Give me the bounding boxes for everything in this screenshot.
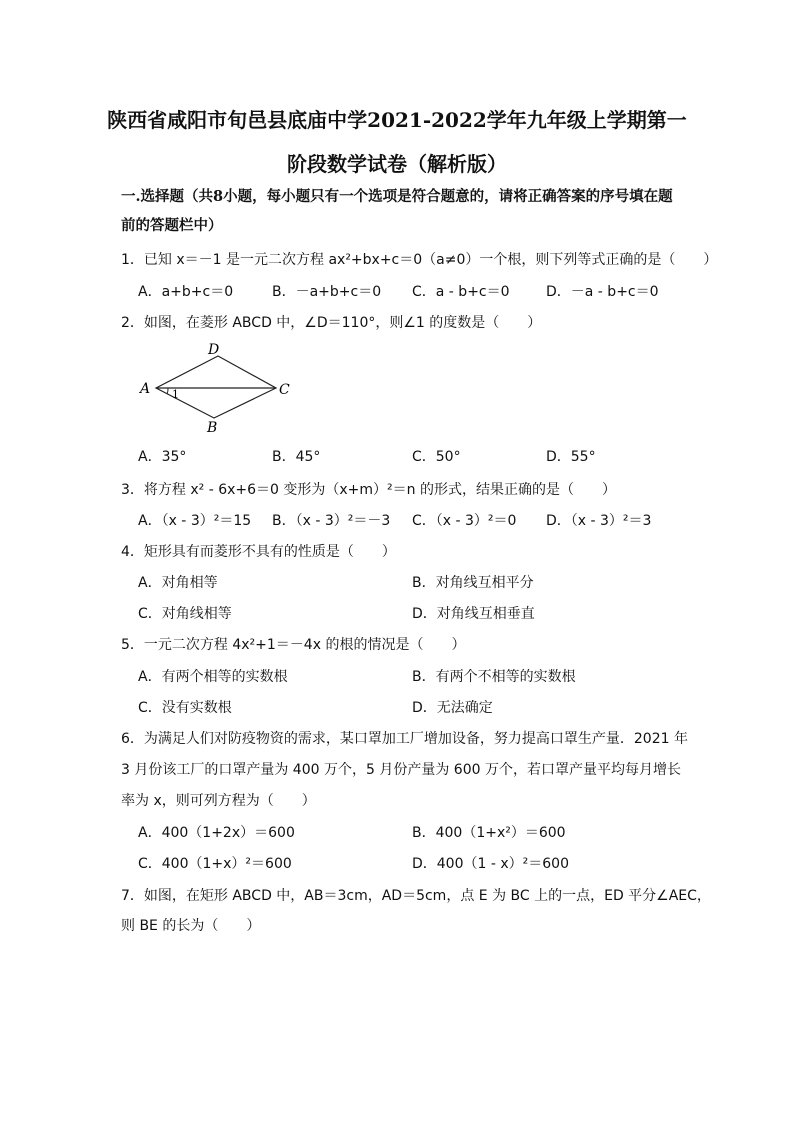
q3-option-c: C．（x - 3）²＝0: [412, 513, 517, 529]
q2-option-c: C．50°: [412, 449, 461, 465]
paper-title-line-1: 陕西省咸阳市旬邑县底庙中学2021-2022学年九年级上学期第一: [107, 108, 687, 132]
q1-option-d: D．－a - b+c＝0: [546, 284, 659, 300]
angle-1-arc: [167, 388, 168, 394]
q2-option-a: A．35°: [138, 449, 187, 465]
question-5-stem: 5．一元二次方程 4x²+1＝－4x 的根的情况是（ ）: [121, 637, 466, 653]
question-6-stem-line-3: 率为 x，则可列方程为（ ）: [121, 793, 316, 809]
q6-option-a: A．400（1+2x）＝600: [138, 825, 295, 841]
paper-title-line-2: 阶段数学试卷（解析版）: [287, 152, 507, 176]
question-1-stem: 1．已知 x＝－1 是一元二次方程 ax²+bx+c＝0（a≠0）一个根，则下列等式正确的是（ ）: [121, 252, 718, 268]
label-b: B: [207, 420, 218, 435]
label-angle-1: 1: [172, 388, 179, 401]
q5-option-d: D．无法确定: [412, 700, 493, 716]
question-4-stem: 4．矩形具有而菱形不具有的性质是（ ）: [121, 544, 396, 560]
question-3-stem: 3．将方程 x² - 6x+6＝0 变形为（x+m）²＝n 的形式，结果正确的是（ ）: [121, 482, 616, 498]
q2-option-b: B．45°: [272, 449, 321, 465]
q1-option-c: C．a - b+c＝0: [412, 284, 510, 300]
rhombus-figure: [138, 340, 298, 435]
q3-option-b: B．（x - 3）²＝－3: [272, 513, 391, 529]
q5-option-c: C．没有实数根: [138, 700, 232, 716]
question-7-stem-line-2: 则 BE 的长为（ ）: [121, 918, 261, 934]
q2-option-d: D．55°: [546, 449, 596, 465]
q6-option-b: B．400（1+x²）＝600: [412, 825, 566, 841]
q5-option-a: A．有两个相等的实数根: [138, 669, 288, 685]
question-6-stem-line-1: 6．为满足人们对防疫物资的需求，某口罩加工厂增加设备，努力提高口罩生产量．2021 年: [121, 731, 688, 747]
q1-option-a: A．a+b+c＝0: [138, 284, 234, 300]
rhombus-abcd: [156, 356, 276, 418]
section-heading: 一.选择题（共8小题，每小题只有一个选项是符合题意的，请将正确答案的序号填在题前的答题栏中）: [121, 188, 673, 234]
q4-option-b: B．对角线互相平分: [412, 575, 534, 591]
q4-option-d: D．对角线互相垂直: [412, 606, 535, 622]
q5-option-b: B．有两个不相等的实数根: [412, 669, 576, 685]
q6-option-c: C．400（1+x）²＝600: [138, 856, 292, 872]
question-6-stem-line-2: 3 月份该工厂的口罩产量为 400 万个，5 月份产量为 600 万个，若口罩产量平均每月增长: [121, 762, 681, 778]
label-a: A: [140, 381, 151, 397]
question-2-stem: 2．如图，在菱形 ABCD 中，∠D＝110°，则∠1 的度数是（ ）: [121, 315, 542, 331]
label-d: D: [208, 342, 220, 358]
q3-option-a: A．（x - 3）²＝15: [138, 513, 252, 529]
q3-option-d: D．（x - 3）²＝3: [546, 513, 652, 529]
q4-option-a: A．对角相等: [138, 575, 218, 591]
question-7-stem-line-1: 7．如图，在矩形 ABCD 中，AB＝3cm，AD＝5cm，点 E 为 BC 上的一点，ED 平分∠AEC，: [121, 888, 711, 904]
q6-option-d: D．400（1 - x）²＝600: [412, 856, 569, 872]
label-c: C: [279, 382, 290, 398]
q1-option-b: B．－a+b+c＝0: [272, 284, 382, 300]
q4-option-c: C．对角线相等: [138, 606, 232, 622]
